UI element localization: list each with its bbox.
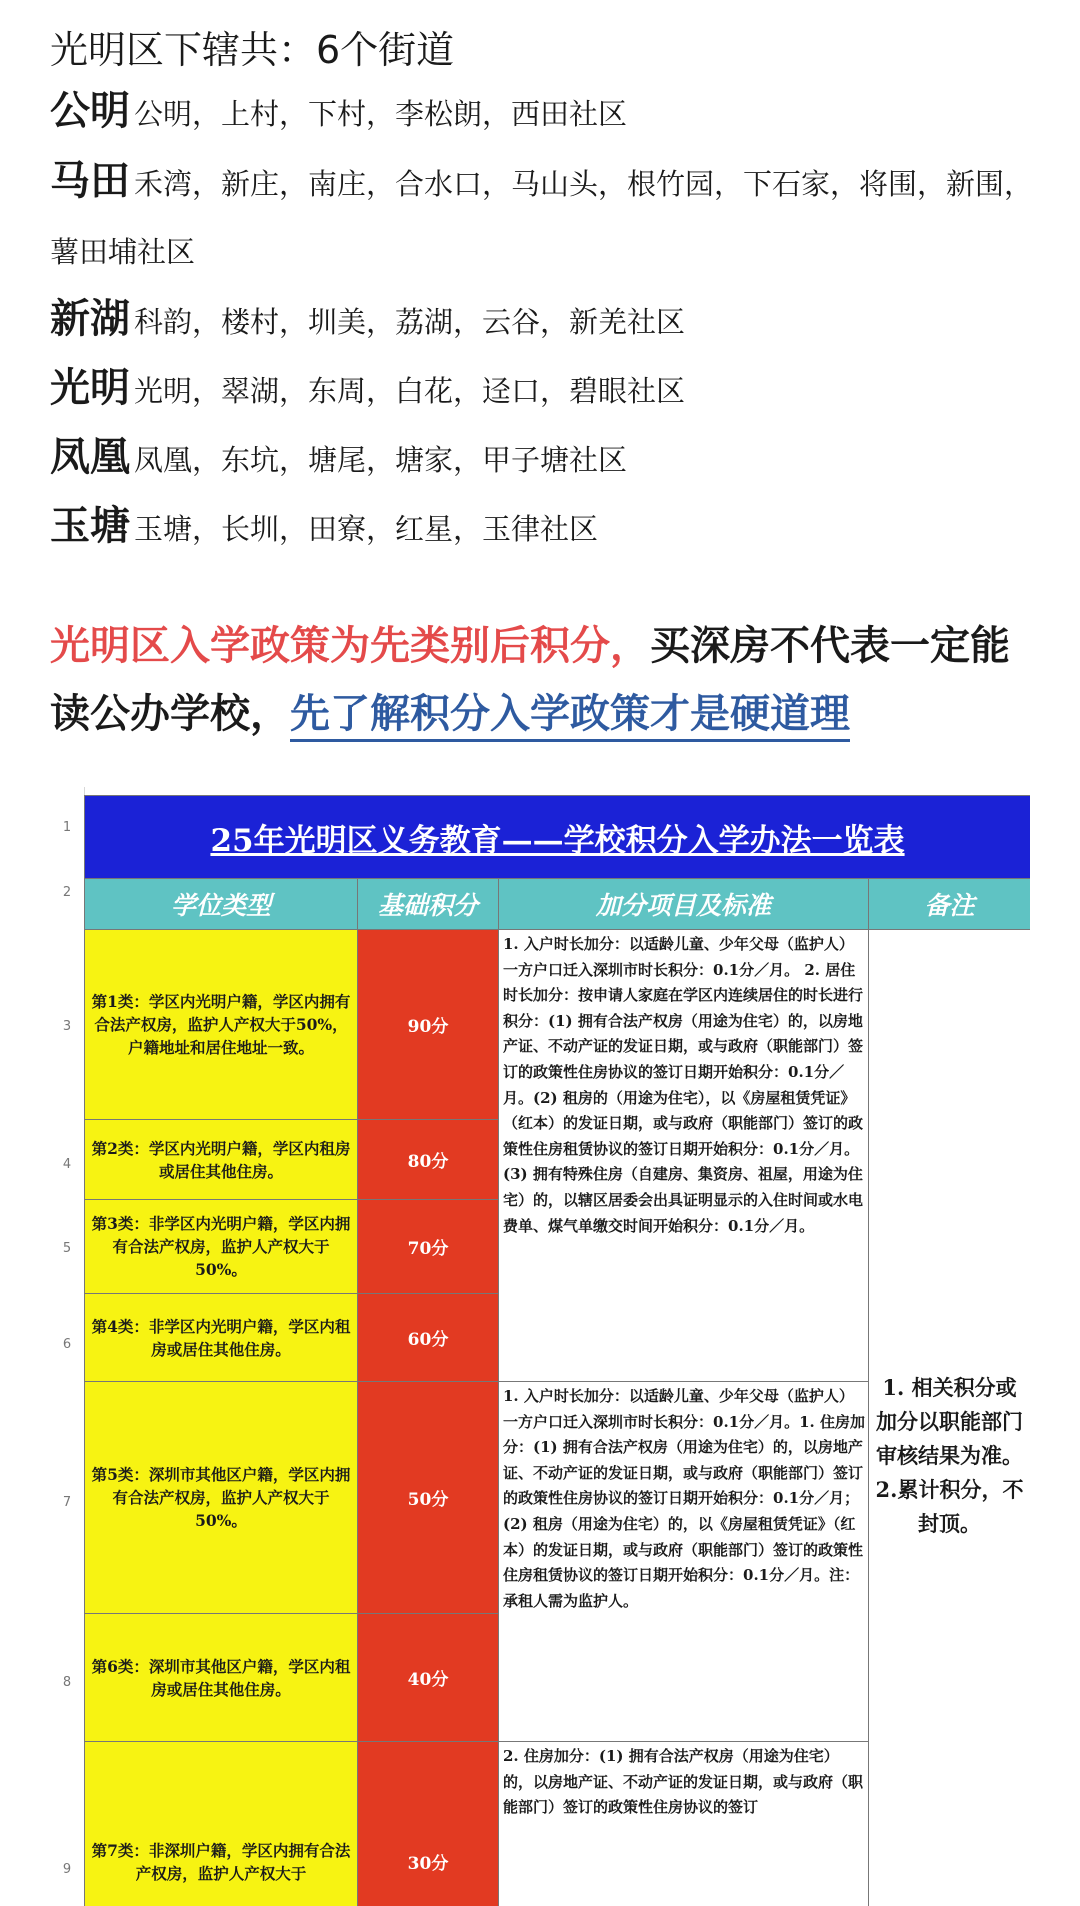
base-score-cell: 80分 — [358, 1120, 499, 1200]
row-number: 8 — [62, 1675, 72, 1690]
district-name: 凤凰 — [50, 434, 130, 480]
category-cell: 第6类：深圳市其他区户籍，学区内租房或居住其他住房。 — [85, 1614, 358, 1742]
district-row — [50, 78, 1040, 147]
policy-statement — [50, 612, 1040, 748]
district-heading: 光明区下辖共：6个街道 — [50, 28, 455, 72]
district-name: 玉塘 — [50, 503, 130, 549]
header-notes: 备注 — [869, 879, 1031, 930]
bonus-description-cell: 1. 入户时长加分：以适龄儿童、少年父母（监护人）一方户口迁入深圳市时长积分：0.1分／月。 2. 居住时长加分：按申请人家庭在学区内连续居住的时长进行积分：(1) 拥有合法产权房（用途为住宅）的，以房地产证、不动产证的发证日期，或与政府（职能部门）签订的政策性住房协议的签订日期开始积分：0.1分／月。(2) 租房的（用途为住宅），以《房屋租赁凭证》（红本）的发证日期，或与政府（职能部门）签订的政策性住房租赁协议的签订日期开始积分：0.1分／月。(3) 拥有特殊住房（自建房、集资房、祖屋，用途为住宅）的，以辖区居委会出具证明显示的入住时间或水电费单、煤气单缴交时间开始积分：0.1分／月。 — [499, 930, 869, 1382]
district-communities: 玉塘，长圳，田寮，红星，玉律社区 — [134, 512, 599, 546]
base-score-cell: 40分 — [358, 1614, 499, 1742]
row-number: 3 — [62, 1019, 72, 1034]
row-number: 1 — [62, 820, 72, 835]
row-number: 2 — [62, 885, 72, 900]
row-number: 7 — [62, 1495, 72, 1510]
district-communities: 科韵，楼村，圳美，荔湖，云谷，新羌社区 — [134, 305, 686, 339]
table-title: 25年光明区义务教育——学校积分入学办法一览表 — [85, 796, 1031, 879]
row-number: 4 — [62, 1157, 72, 1172]
policy-red-text: 光明区入学政策为先类别后积分， — [50, 623, 650, 669]
header-bonus-items: 加分项目及标准 — [499, 879, 869, 930]
policy-blue-underlined-text: 先了解积分入学政策才是硬道理 — [290, 691, 850, 742]
district-row — [50, 147, 1040, 286]
category-cell: 第7类：非深圳户籍，学区内拥有合法产权房，监护人产权大于 — [85, 1742, 358, 1906]
district-name: 公明 — [50, 88, 130, 134]
category-cell: 第2类：学区内光明户籍，学区内租房或居住其他住房。 — [85, 1120, 358, 1200]
base-score-cell: 30分 — [358, 1742, 499, 1906]
base-score-cell: 90分 — [358, 930, 499, 1120]
category-cell: 第5类：深圳市其他区户籍，学区内拥有合法产权房，监护人产权大于50%。 — [85, 1382, 358, 1614]
admission-table — [84, 795, 1030, 1906]
base-score-cell: 50分 — [358, 1382, 499, 1614]
district-communities: 光明，翠湖，东周，白花，迳口，碧眼社区 — [134, 374, 686, 408]
district-communities: 公明，上村，下村，李松朗，西田社区 — [134, 97, 628, 131]
base-score-cell: 60分 — [358, 1294, 499, 1382]
row-number: 6 — [62, 1337, 72, 1352]
district-name: 新湖 — [50, 296, 130, 342]
policy-black-text: 买深房不代表一定能读公办学校， — [50, 623, 1010, 737]
bonus-description-cell: 2. 住房加分：(1) 拥有合法产权房（用途为住宅）的，以房地产证、不动产证的发证日期，或与政府（职能部门）签订的政策性住房协议的签订 — [499, 1742, 869, 1906]
header-base-score: 基础积分 — [358, 879, 499, 930]
district-communities: 凤凰，东坑，塘尾，塘家，甲子塘社区 — [134, 443, 628, 477]
spreadsheet-image — [50, 787, 1030, 1906]
district-name: 光明 — [50, 365, 130, 411]
district-communities: 禾湾，新庄，南庄，合水口，马山头，根竹园，下石家，将围，新围，薯田埔社区 — [50, 167, 1034, 269]
row-number: 9 — [62, 1862, 72, 1877]
notes-cell: 1. 相关积分或加分以职能部门审核结果为准。2.累计积分，不封顶。 — [869, 930, 1031, 1906]
district-row — [50, 286, 1040, 355]
category-cell: 第4类：非学区内光明户籍，学区内租房或居住其他住房。 — [85, 1294, 358, 1382]
header-category: 学位类型 — [85, 879, 358, 930]
district-row — [50, 424, 1040, 493]
districts-section — [50, 22, 1040, 562]
district-name: 马田 — [50, 158, 130, 204]
category-cell: 第1类：学区内光明户籍，学区内拥有合法产权房，监护人产权大于50%，户籍地址和居住地址一致。 — [85, 930, 358, 1120]
category-cell: 第3类：非学区内光明户籍，学区内拥有合法产权房，监护人产权大于50%。 — [85, 1200, 358, 1294]
base-score-cell: 70分 — [358, 1200, 499, 1294]
bonus-description-cell: 1. 入户时长加分：以适龄儿童、少年父母（监护人）一方户口迁入深圳市时长积分：0.1分／月。1. 住房加分：(1) 拥有合法产权房（用途为住宅）的，以房地产证、不动产证的发证日期，或与政府（职能部门）签订的政策性住房协议的签订日期开始积分：0.1分／月；(2) 租房（用途为住宅）的，以《房屋租赁凭证》（红本）的发证日期，或与政府（职能部门）签订的政策性住房租赁协议的签订日期开始积分：0.1分／月。注：承租人需为监护人。 — [499, 1382, 869, 1742]
district-row — [50, 493, 1040, 562]
district-row — [50, 355, 1040, 424]
row-number-column — [50, 787, 85, 1906]
row-number: 5 — [62, 1241, 72, 1256]
